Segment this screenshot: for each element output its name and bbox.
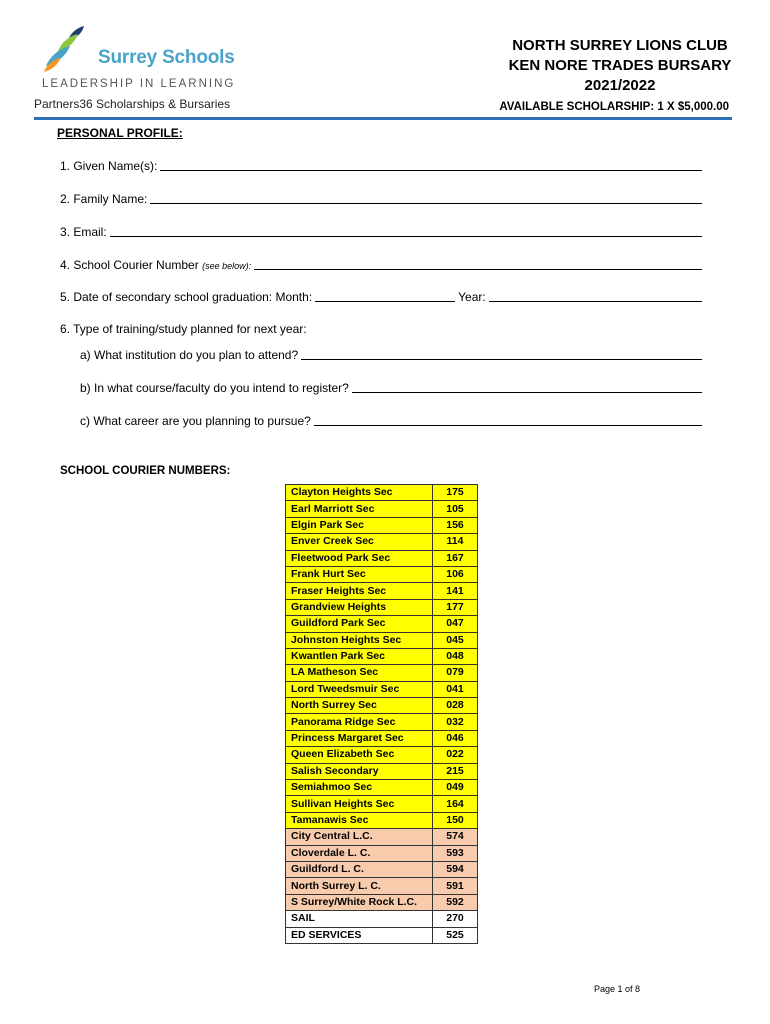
- table-row: [286, 648, 478, 664]
- table-row: [286, 878, 478, 894]
- school-name-cell: City Central L.C.: [286, 829, 433, 845]
- table-row: [286, 829, 478, 845]
- courier-number-cell: 105: [433, 501, 478, 517]
- table-row: [286, 517, 478, 533]
- email-input-line[interactable]: [110, 236, 702, 237]
- courier-number-cell: 141: [433, 583, 478, 599]
- title-line: KEN NORE TRADES BURSARY: [508, 57, 732, 74]
- course-input-line[interactable]: [352, 392, 702, 393]
- course-label: b) In what course/faculty do you intend to register?: [80, 381, 349, 395]
- school-name-cell: Fleetwood Park Sec: [286, 550, 433, 566]
- table-row: [286, 730, 478, 746]
- courier-number-cell: 156: [433, 517, 478, 533]
- school-name-cell: Elgin Park Sec: [286, 517, 433, 533]
- courier-number-cell: 079: [433, 665, 478, 681]
- courier-number-cell: 106: [433, 566, 478, 582]
- table-row: [286, 485, 478, 501]
- institution-field[interactable]: [80, 346, 702, 362]
- leaf-logo-icon: [40, 24, 100, 76]
- school-name-cell: Enver Creek Sec: [286, 534, 433, 550]
- logo-wordmark: Surrey Schools: [98, 47, 235, 68]
- family-name-input-line[interactable]: [150, 203, 702, 204]
- school-name-cell: Guildford L. C.: [286, 861, 433, 877]
- institution-input-line[interactable]: [301, 359, 702, 360]
- grad-month-input-line[interactable]: [315, 301, 455, 302]
- school-name-cell: Guildford Park Sec: [286, 616, 433, 632]
- given-name-field[interactable]: [60, 157, 702, 173]
- grad-year-label: Year:: [458, 290, 486, 304]
- courier-number-cell: 574: [433, 829, 478, 845]
- bursary-title: [470, 36, 770, 96]
- courier-note: (see below):: [202, 261, 252, 271]
- table-row: [286, 681, 478, 697]
- table-row: [286, 714, 478, 730]
- grad-month-label: 5. Date of secondary school graduation: Month:: [60, 290, 313, 304]
- table-row: [286, 550, 478, 566]
- table-row: [286, 665, 478, 681]
- table-row: [286, 566, 478, 582]
- school-name-cell: Queen Elizabeth Sec: [286, 747, 433, 763]
- courier-number-cell: 041: [433, 681, 478, 697]
- courier-number-cell: 175: [433, 485, 478, 501]
- school-name-cell: Panorama Ridge Sec: [286, 714, 433, 730]
- table-row: [286, 927, 478, 943]
- table-row: [286, 861, 478, 877]
- courier-number-cell: 028: [433, 698, 478, 714]
- courier-number-cell: 592: [433, 894, 478, 910]
- courier-number-cell: 022: [433, 747, 478, 763]
- school-name-cell: Kwantlen Park Sec: [286, 648, 433, 664]
- school-name-cell: ED SERVICES: [286, 927, 433, 943]
- courier-number-cell: 032: [433, 714, 478, 730]
- courier-number-cell: 177: [433, 599, 478, 615]
- header-divider: [34, 117, 732, 120]
- school-name-cell: North Surrey L. C.: [286, 878, 433, 894]
- available-scholarship: AVAILABLE SCHOLARSHIP: 1 X $5,000.00: [499, 101, 729, 113]
- course-field[interactable]: [80, 379, 702, 395]
- table-row: [286, 583, 478, 599]
- school-name-cell: SAIL: [286, 911, 433, 927]
- email-field[interactable]: [60, 223, 702, 239]
- school-name-cell: Princess Margaret Sec: [286, 730, 433, 746]
- school-name-cell: S Surrey/White Rock L.C.: [286, 894, 433, 910]
- logo-tagline: LEADERSHIP IN LEARNING: [42, 78, 236, 90]
- courier-number-cell: 046: [433, 730, 478, 746]
- table-row: [286, 780, 478, 796]
- courier-number-label: 4. School Courier Number (see below):: [60, 258, 252, 272]
- courier-number-cell: 593: [433, 845, 478, 861]
- table-row: [286, 698, 478, 714]
- table-row: [286, 599, 478, 615]
- school-name-cell: Frank Hurt Sec: [286, 566, 433, 582]
- table-row: [286, 501, 478, 517]
- courier-number-cell: 594: [433, 861, 478, 877]
- grad-year-input-line[interactable]: [489, 301, 702, 302]
- table-row: [286, 632, 478, 648]
- table-row: [286, 747, 478, 763]
- courier-number-cell: 049: [433, 780, 478, 796]
- courier-number-cell: 215: [433, 763, 478, 779]
- career-input-line[interactable]: [314, 425, 702, 426]
- family-name-label: 2. Family Name:: [60, 192, 148, 206]
- email-label: 3. Email:: [60, 225, 107, 239]
- courier-number-input-line[interactable]: [254, 269, 702, 270]
- table-row: [286, 763, 478, 779]
- graduation-date-field[interactable]: [60, 288, 702, 304]
- table-row: [286, 845, 478, 861]
- school-name-cell: Tamanawis Sec: [286, 812, 433, 828]
- school-name-cell: Grandview Heights: [286, 599, 433, 615]
- courier-number-cell: 591: [433, 878, 478, 894]
- courier-number-field[interactable]: [60, 256, 702, 272]
- career-field[interactable]: [80, 412, 702, 428]
- table-row: [286, 616, 478, 632]
- school-name-cell: Johnston Heights Sec: [286, 632, 433, 648]
- courier-number-cell: 045: [433, 632, 478, 648]
- school-name-cell: Semiahmoo Sec: [286, 780, 433, 796]
- courier-number-cell: 167: [433, 550, 478, 566]
- title-line: 2021/2022: [584, 77, 656, 94]
- courier-number-cell: 047: [433, 616, 478, 632]
- school-name-cell: Clayton Heights Sec: [286, 485, 433, 501]
- training-question: 6. Type of training/study planned for next year:: [60, 322, 307, 336]
- table-row: [286, 812, 478, 828]
- personal-profile-heading: PERSONAL PROFILE:: [57, 126, 183, 140]
- institution-label: a) What institution do you plan to attend?: [80, 348, 299, 362]
- table-row: [286, 911, 478, 927]
- courier-number-cell: 048: [433, 648, 478, 664]
- career-label: c) What career are you planning to pursue?: [80, 414, 311, 428]
- table-row: [286, 894, 478, 910]
- page-number: Page 1 of 8: [594, 984, 641, 994]
- school-name-cell: Earl Marriott Sec: [286, 501, 433, 517]
- table-row: [286, 534, 478, 550]
- courier-number-cell: 525: [433, 927, 478, 943]
- courier-number-cell: 150: [433, 812, 478, 828]
- courier-numbers-heading: SCHOOL COURIER NUMBERS:: [60, 465, 231, 477]
- school-name-cell: Lord Tweedsmuir Sec: [286, 681, 433, 697]
- school-name-cell: Cloverdale L. C.: [286, 845, 433, 861]
- surrey-schools-logo: [40, 24, 260, 96]
- school-name-cell: LA Matheson Sec: [286, 665, 433, 681]
- courier-numbers-table: [285, 484, 478, 944]
- family-name-field[interactable]: [60, 190, 702, 206]
- school-name-cell: North Surrey Sec: [286, 698, 433, 714]
- courier-number-cell: 114: [433, 534, 478, 550]
- given-name-label: 1. Given Name(s):: [60, 159, 158, 173]
- title-line: NORTH SURREY LIONS CLUB: [512, 37, 728, 54]
- partners-label: Partners36 Scholarships & Bursaries: [34, 97, 231, 111]
- given-name-input-line[interactable]: [160, 170, 702, 171]
- courier-number-cell: 270: [433, 911, 478, 927]
- table-row: [286, 796, 478, 812]
- school-name-cell: Salish Secondary: [286, 763, 433, 779]
- school-name-cell: Sullivan Heights Sec: [286, 796, 433, 812]
- school-name-cell: Fraser Heights Sec: [286, 583, 433, 599]
- courier-number-cell: 164: [433, 796, 478, 812]
